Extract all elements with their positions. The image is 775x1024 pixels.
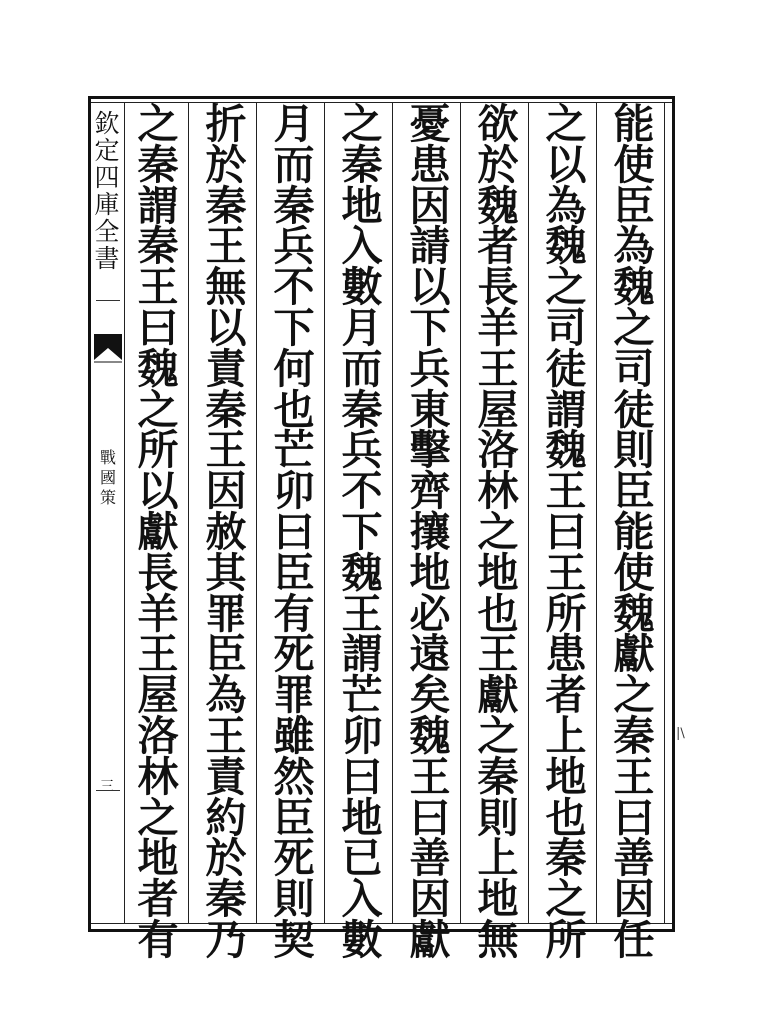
section-title-vertical	[96, 448, 120, 508]
text-character: 責	[205, 344, 247, 393]
text-character: 魏	[613, 263, 655, 312]
text-character: 以	[205, 303, 247, 352]
text-character: 地	[341, 181, 383, 230]
text-character: 有	[273, 589, 315, 638]
column-rule	[596, 102, 597, 924]
text-character: 秦	[137, 140, 179, 189]
text-character: 折	[205, 100, 247, 148]
text-character: 攘	[409, 507, 451, 556]
text-character: 之	[545, 100, 587, 148]
text-character: 使	[613, 140, 655, 189]
text-character: 曰	[409, 793, 451, 842]
text-character: 王	[477, 630, 519, 679]
text-character: 無	[477, 915, 519, 964]
text-character: 數	[341, 263, 383, 312]
text-character: 為	[205, 671, 247, 720]
text-character: 兵	[409, 344, 451, 393]
text-character: 謂	[341, 630, 383, 679]
text-character: 之	[613, 671, 655, 720]
text-character: 上	[545, 711, 587, 760]
text-character: 所	[137, 426, 179, 475]
title-character: 全	[94, 217, 120, 246]
text-character: 王	[477, 344, 519, 393]
text-character: 入	[341, 875, 383, 924]
text-character: 秦	[545, 834, 587, 883]
text-character: 秦	[205, 181, 247, 230]
text-character: 地	[477, 875, 519, 924]
text-character: 善	[613, 834, 655, 883]
text-character: 秦	[477, 752, 519, 801]
text-character: 羊	[137, 589, 179, 638]
text-character: 臣	[273, 548, 315, 597]
text-character: 芒	[341, 671, 383, 720]
text-character: 曰	[341, 752, 383, 801]
text-character: 有	[137, 915, 179, 964]
text-character: 地	[477, 548, 519, 597]
text-character: 屋	[137, 671, 179, 720]
text-character: 王	[137, 630, 179, 679]
text-character: 曰	[613, 793, 655, 842]
text-character: 請	[409, 222, 451, 271]
text-character: 數	[341, 915, 383, 964]
text-column-2	[538, 100, 594, 964]
text-character: 以	[409, 263, 451, 312]
text-character: 林	[477, 467, 519, 516]
text-character: 齊	[409, 467, 451, 516]
text-character: 上	[477, 834, 519, 883]
text-character: 地	[341, 793, 383, 842]
text-character: 責	[205, 752, 247, 801]
text-character: 於	[477, 140, 519, 189]
text-character: 魏	[477, 181, 519, 230]
side-mark: |\	[676, 726, 685, 741]
text-character: 秦	[273, 181, 315, 230]
text-character: 遠	[409, 630, 451, 679]
text-character: 羊	[477, 303, 519, 352]
section-character: 戰	[99, 448, 116, 467]
text-character: 魏	[409, 711, 451, 760]
text-character: 患	[545, 630, 587, 679]
text-character: 獻	[409, 915, 451, 964]
text-character: 秦	[205, 875, 247, 924]
text-character: 王	[341, 589, 383, 638]
text-character: 秦	[137, 222, 179, 271]
title-character: 欽	[94, 109, 120, 138]
text-character: 謂	[137, 181, 179, 230]
text-character: 地	[409, 548, 451, 597]
text-character: 所	[545, 915, 587, 964]
text-character: 其	[205, 548, 247, 597]
text-character: 所	[545, 589, 587, 638]
text-character: 秦	[205, 385, 247, 434]
book-title-vertical	[90, 110, 124, 272]
text-character: 之	[477, 507, 519, 556]
text-character: 司	[613, 344, 655, 393]
text-character: 也	[273, 385, 315, 434]
text-character: 月	[341, 303, 383, 352]
text-character: 魏	[613, 589, 655, 638]
text-character: 長	[137, 548, 179, 597]
text-character: 屋	[477, 385, 519, 434]
text-character: 因	[409, 181, 451, 230]
text-character: 乃	[205, 915, 247, 964]
text-character: 為	[545, 181, 587, 230]
text-character: 獻	[613, 630, 655, 679]
text-character: 者	[477, 222, 519, 271]
text-character: 王	[545, 467, 587, 516]
text-column-5	[334, 100, 390, 964]
text-character: 秦	[613, 711, 655, 760]
text-character: 無	[205, 263, 247, 312]
column-rule	[256, 102, 257, 924]
text-character: 王	[137, 263, 179, 312]
text-character: 下	[273, 303, 315, 352]
text-character: 之	[137, 793, 179, 842]
text-character: 已	[341, 834, 383, 883]
text-character: 王	[613, 752, 655, 801]
text-character: 長	[477, 263, 519, 312]
text-character: 王	[205, 711, 247, 760]
text-character: 魏	[341, 548, 383, 597]
fish-tail-mark-icon	[92, 334, 124, 364]
text-character: 秦	[341, 385, 383, 434]
text-column-7	[198, 100, 254, 964]
margin-tick	[96, 790, 120, 791]
text-character: 王	[409, 752, 451, 801]
column-rule	[460, 102, 461, 924]
text-character: 不	[341, 467, 383, 516]
text-character: 卯	[273, 467, 315, 516]
text-character: 使	[613, 548, 655, 597]
text-character: 罪	[205, 589, 247, 638]
text-character: 死	[273, 834, 315, 883]
text-character: 臣	[613, 181, 655, 230]
column-rule	[528, 102, 529, 924]
text-character: 因	[409, 875, 451, 924]
text-character: 之	[477, 711, 519, 760]
text-character: 地	[137, 834, 179, 883]
text-character: 魏	[545, 426, 587, 475]
column-rule	[188, 102, 189, 924]
text-character: 雖	[273, 711, 315, 760]
text-character: 東	[409, 385, 451, 434]
text-character: 下	[409, 303, 451, 352]
text-character: 地	[545, 752, 587, 801]
text-character: 因	[613, 875, 655, 924]
text-character: 臣	[273, 793, 315, 842]
text-character: 兵	[341, 426, 383, 475]
frame-right-border	[672, 96, 675, 932]
text-character: 之	[137, 100, 179, 148]
text-character: 必	[409, 589, 451, 638]
text-character: 入	[341, 222, 383, 271]
text-character: 者	[137, 875, 179, 924]
text-character: 月	[273, 100, 315, 148]
text-character: 契	[273, 915, 315, 964]
text-character: 司	[545, 303, 587, 352]
title-character: 定	[94, 136, 120, 165]
text-character: 兵	[273, 222, 315, 271]
text-character: 王	[545, 548, 587, 597]
text-character: 善	[409, 834, 451, 883]
text-character: 也	[477, 589, 519, 638]
text-character: 徒	[613, 385, 655, 434]
frame-top-border	[88, 96, 674, 99]
frame-right-inner-border	[664, 102, 665, 924]
text-character: 於	[205, 834, 247, 883]
text-character: 然	[273, 752, 315, 801]
title-character: 庫	[94, 190, 120, 219]
text-character: 能	[613, 507, 655, 556]
text-column-6	[266, 100, 322, 964]
text-character: 者	[545, 671, 587, 720]
text-character: 徒	[545, 344, 587, 393]
text-character: 之	[137, 385, 179, 434]
text-character: 臣	[613, 467, 655, 516]
text-character: 擊	[409, 426, 451, 475]
text-character: 欲	[477, 100, 519, 148]
text-character: 下	[341, 507, 383, 556]
text-character: 任	[613, 915, 655, 964]
section-character: 策	[99, 488, 116, 507]
title-character: 四	[94, 163, 120, 192]
text-character: 謂	[545, 385, 587, 434]
text-column-4	[402, 100, 458, 964]
text-character: 矣	[409, 671, 451, 720]
text-character: 王	[205, 222, 247, 271]
text-character: 而	[273, 140, 315, 189]
margin-column-rule	[124, 102, 125, 924]
text-character: 憂	[409, 100, 451, 148]
text-character: 秦	[341, 140, 383, 189]
text-character: 罪	[273, 671, 315, 720]
text-character: 之	[341, 100, 383, 148]
text-character: 何	[273, 344, 315, 393]
text-column-3	[470, 100, 526, 964]
text-character: 魏	[545, 222, 587, 271]
section-character: 國	[99, 468, 116, 487]
text-character: 以	[545, 140, 587, 189]
text-character: 於	[205, 140, 247, 189]
text-character: 卯	[341, 711, 383, 760]
page-number: 三	[100, 779, 114, 795]
text-character: 魏	[137, 344, 179, 393]
text-character: 獻	[477, 671, 519, 720]
text-character: 之	[613, 303, 655, 352]
text-character: 赦	[205, 507, 247, 556]
text-character: 曰	[273, 507, 315, 556]
text-character: 則	[477, 793, 519, 842]
column-rule	[324, 102, 325, 924]
text-character: 曰	[137, 303, 179, 352]
column-rule	[392, 102, 393, 924]
text-character: 以	[137, 467, 179, 516]
title-character: 書	[94, 244, 120, 273]
text-character: 約	[205, 793, 247, 842]
text-character: 而	[341, 344, 383, 393]
text-column-8	[130, 100, 186, 964]
text-character: 則	[613, 426, 655, 475]
text-character: 為	[613, 222, 655, 271]
text-character: 獻	[137, 507, 179, 556]
text-character: 之	[545, 263, 587, 312]
text-character: 林	[137, 752, 179, 801]
text-character: 曰	[545, 507, 587, 556]
text-character: 也	[545, 793, 587, 842]
text-character: 王	[205, 426, 247, 475]
text-character: 死	[273, 630, 315, 679]
text-character: 因	[205, 467, 247, 516]
text-character: 患	[409, 140, 451, 189]
text-character: 洛	[137, 711, 179, 760]
margin-tick	[96, 300, 120, 301]
text-character: 不	[273, 263, 315, 312]
text-character: 臣	[205, 630, 247, 679]
text-character: 洛	[477, 426, 519, 475]
text-character: 芒	[273, 426, 315, 475]
text-column-1	[606, 100, 662, 964]
text-character: 則	[273, 875, 315, 924]
text-character: 之	[545, 875, 587, 924]
text-character: 能	[613, 100, 655, 148]
